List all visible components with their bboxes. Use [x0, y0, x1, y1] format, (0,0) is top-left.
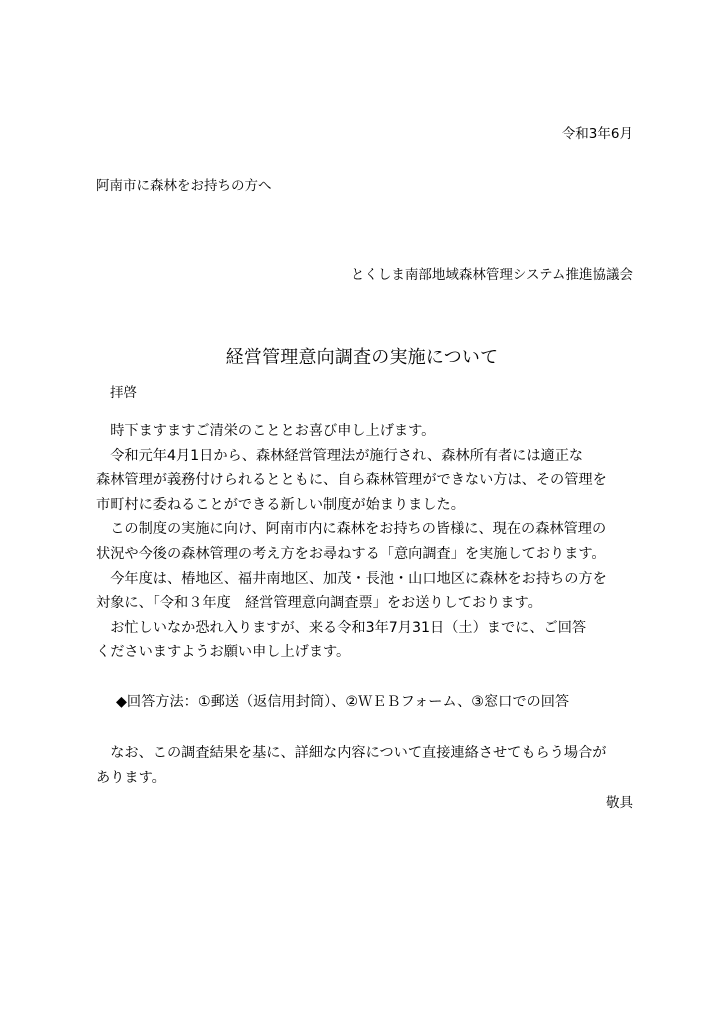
body-line: 時下ますますご清栄のこととお喜び申し上げます。 [96, 423, 436, 439]
letter-sender: とくしま南部地域森林管理システム推進協議会 [350, 267, 633, 283]
body-line: 状況や今後の森林管理の考え方をお尋ねする「意向調査」を実施しております。 [96, 545, 606, 562]
body-line: この制度の実施に向け、阿南市内に森林をお持ちの皆様に、現在の森林管理の [96, 521, 607, 538]
closing-line: なお、この調査結果を基に、詳細な内容について直接連絡させてもらう場合が [96, 745, 607, 761]
closing-line: あります。 [96, 769, 166, 786]
body-line: お忙しいなか恐れ入りますが、来る令和3年7月31日（土）までに、ご回答 [96, 619, 587, 636]
body-line: 対象に、「令和３年度 経営管理意向調査票」をお送りしております。 [96, 595, 542, 612]
letter-closing [96, 741, 636, 790]
body-line: 森林管理が義務付けられるとともに、自ら森林管理ができない方は、その管理を [96, 472, 607, 489]
letter-date: 令和3年6月 [561, 126, 633, 142]
body-line: くださいますようお願い申し上げます。 [96, 644, 351, 661]
body-line: 市町村に委ねることができる新しい制度が始まりました。 [96, 496, 465, 513]
body-line: 今年度は、椿地区、福井南地区、加茂・長池・山口地区に森林をお持ちの方を [96, 570, 607, 587]
letter-sign-off: 敬具 [606, 795, 633, 811]
letter-title: 経営管理意向調査の実施について [225, 347, 499, 368]
letter-salutation: 拝啓 [110, 385, 137, 401]
body-line: 令和元年4月1日から、森林経営管理法が施行され、森林所有者には適正な [96, 447, 584, 464]
letter-recipient: 阿南市に森林をお持ちの方へ [96, 178, 272, 194]
letter-body [96, 419, 636, 665]
response-methods: ◆回答方法：①郵送（返信用封筒）、②ＷＥＢフォーム、③窓口での回答 [116, 694, 570, 710]
